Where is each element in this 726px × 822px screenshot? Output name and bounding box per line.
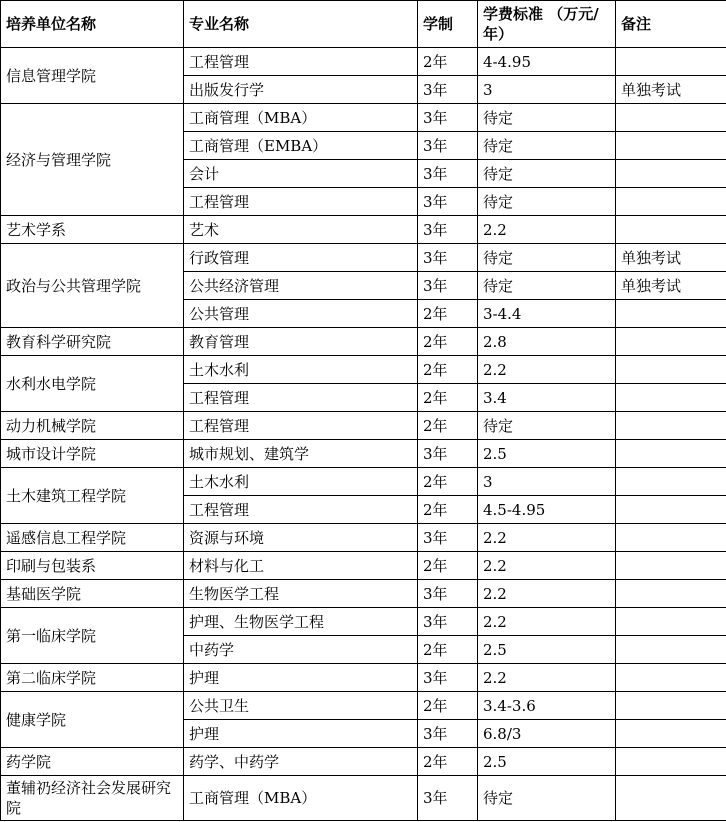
note-cell — [616, 692, 726, 720]
major-cell: 公共经济管理 — [184, 272, 418, 300]
header-row — [1, 1, 726, 48]
duration-cell: 2年 — [418, 636, 478, 664]
note-cell — [616, 468, 726, 496]
duration-cell: 3年 — [418, 216, 478, 244]
fee-cell: 2.2 — [478, 552, 616, 580]
fee-cell: 6.8/3 — [478, 720, 616, 748]
major-cell: 生物医学工程 — [184, 580, 418, 608]
note-cell — [616, 412, 726, 440]
table-row — [1, 104, 726, 132]
major-cell: 工商管理（MBA） — [184, 104, 418, 132]
duration-cell: 3年 — [418, 524, 478, 552]
table-row — [1, 216, 726, 244]
duration-cell: 3年 — [418, 160, 478, 188]
note-cell: 单独考试 — [616, 76, 726, 104]
table-row — [1, 48, 726, 76]
major-cell: 中药学 — [184, 636, 418, 664]
fee-cell: 4-4.95 — [478, 48, 616, 76]
unit-cell: 第二临床学院 — [1, 664, 184, 692]
table-row — [1, 328, 726, 356]
unit-cell: 药学院 — [1, 748, 184, 776]
major-cell: 护理、生物医学工程 — [184, 608, 418, 636]
fee-cell: 3-4.4 — [478, 300, 616, 328]
duration-cell: 2年 — [418, 48, 478, 76]
note-cell — [616, 384, 726, 412]
fee-cell: 2.2 — [478, 524, 616, 552]
duration-cell: 3年 — [418, 720, 478, 748]
duration-cell: 3年 — [418, 104, 478, 132]
duration-cell: 3年 — [418, 776, 478, 821]
duration-cell: 3年 — [418, 188, 478, 216]
fee-cell: 3 — [478, 468, 616, 496]
unit-cell: 水利水电学院 — [1, 356, 184, 412]
note-cell: 单独考试 — [616, 272, 726, 300]
table-row — [1, 692, 726, 720]
table-body — [1, 48, 726, 821]
duration-cell: 2年 — [418, 692, 478, 720]
major-cell: 工程管理 — [184, 412, 418, 440]
fee-cell: 待定 — [478, 104, 616, 132]
fee-cell: 2.8 — [478, 328, 616, 356]
major-cell: 土木水利 — [184, 468, 418, 496]
note-cell — [616, 328, 726, 356]
fee-cell: 2.2 — [478, 216, 616, 244]
note-cell — [616, 132, 726, 160]
table-row — [1, 664, 726, 692]
col-header-duration: 学制 — [418, 1, 478, 48]
note-cell — [616, 216, 726, 244]
major-cell: 行政管理 — [184, 244, 418, 272]
fee-cell: 待定 — [478, 776, 616, 821]
major-cell: 艺术 — [184, 216, 418, 244]
note-cell — [616, 608, 726, 636]
major-cell: 护理 — [184, 720, 418, 748]
note-cell — [616, 748, 726, 776]
table-row — [1, 580, 726, 608]
note-cell — [616, 104, 726, 132]
major-cell: 药学、中药学 — [184, 748, 418, 776]
unit-cell: 艺术学系 — [1, 216, 184, 244]
duration-cell: 2年 — [418, 300, 478, 328]
note-cell: 单独考试 — [616, 244, 726, 272]
major-cell: 工商管理（EMBA） — [184, 132, 418, 160]
fee-cell: 2.5 — [478, 748, 616, 776]
fee-cell: 2.5 — [478, 636, 616, 664]
fee-cell: 3 — [478, 76, 616, 104]
col-header-major: 专业名称 — [184, 1, 418, 48]
note-cell — [616, 776, 726, 821]
table-row — [1, 412, 726, 440]
duration-cell: 3年 — [418, 580, 478, 608]
unit-cell: 基础医学院 — [1, 580, 184, 608]
major-cell: 公共管理 — [184, 300, 418, 328]
table-row — [1, 776, 726, 821]
duration-cell: 2年 — [418, 496, 478, 524]
duration-cell: 3年 — [418, 440, 478, 468]
note-cell — [616, 160, 726, 188]
fee-cell: 2.2 — [478, 580, 616, 608]
fee-cell: 3.4 — [478, 384, 616, 412]
note-cell — [616, 496, 726, 524]
unit-cell: 土木建筑工程学院 — [1, 468, 184, 524]
unit-cell: 动力机械学院 — [1, 412, 184, 440]
fee-cell: 待定 — [478, 244, 616, 272]
unit-cell: 健康学院 — [1, 692, 184, 748]
major-cell: 资源与环境 — [184, 524, 418, 552]
fee-cell: 2.5 — [478, 440, 616, 468]
table-row — [1, 244, 726, 272]
col-header-fee: 学费标准 （万元/年） — [478, 1, 616, 48]
major-cell: 会计 — [184, 160, 418, 188]
unit-cell: 印刷与包装系 — [1, 552, 184, 580]
table-row — [1, 356, 726, 384]
col-header-note: 备注 — [616, 1, 726, 48]
col-header-unit: 培养单位名称 — [1, 1, 184, 48]
note-cell — [616, 300, 726, 328]
note-cell — [616, 636, 726, 664]
note-cell — [616, 356, 726, 384]
unit-cell: 政治与公共管理学院 — [1, 244, 184, 328]
table-row — [1, 748, 726, 776]
major-cell: 材料与化工 — [184, 552, 418, 580]
fee-cell: 4.5-4.95 — [478, 496, 616, 524]
table-row — [1, 468, 726, 496]
table-row — [1, 608, 726, 636]
fee-cell: 待定 — [478, 132, 616, 160]
duration-cell: 2年 — [418, 384, 478, 412]
unit-cell: 董辅礽经济社会发展研究院 — [1, 776, 184, 821]
major-cell: 工程管理 — [184, 48, 418, 76]
major-cell: 教育管理 — [184, 328, 418, 356]
fee-cell: 待定 — [478, 188, 616, 216]
major-cell: 工程管理 — [184, 496, 418, 524]
major-cell: 出版发行学 — [184, 76, 418, 104]
duration-cell: 2年 — [418, 468, 478, 496]
duration-cell: 3年 — [418, 76, 478, 104]
note-cell — [616, 580, 726, 608]
fee-cell: 3.4-3.6 — [478, 692, 616, 720]
unit-cell: 城市设计学院 — [1, 440, 184, 468]
note-cell — [616, 440, 726, 468]
fee-cell: 待定 — [478, 272, 616, 300]
note-cell — [616, 524, 726, 552]
unit-cell: 经济与管理学院 — [1, 104, 184, 216]
duration-cell: 3年 — [418, 132, 478, 160]
note-cell — [616, 552, 726, 580]
fee-cell: 2.2 — [478, 664, 616, 692]
major-cell: 护理 — [184, 664, 418, 692]
major-cell: 工商管理（MBA） — [184, 776, 418, 821]
fee-cell: 2.2 — [478, 608, 616, 636]
unit-cell: 遥感信息工程学院 — [1, 524, 184, 552]
fee-cell: 待定 — [478, 160, 616, 188]
duration-cell: 3年 — [418, 608, 478, 636]
duration-cell: 2年 — [418, 328, 478, 356]
fee-cell: 待定 — [478, 412, 616, 440]
duration-cell: 3年 — [418, 244, 478, 272]
table-row — [1, 552, 726, 580]
duration-cell: 3年 — [418, 272, 478, 300]
unit-cell: 教育科学研究院 — [1, 328, 184, 356]
duration-cell: 2年 — [418, 748, 478, 776]
table-row — [1, 440, 726, 468]
note-cell — [616, 48, 726, 76]
table-row — [1, 524, 726, 552]
duration-cell: 2年 — [418, 412, 478, 440]
major-cell: 工程管理 — [184, 384, 418, 412]
major-cell: 土木水利 — [184, 356, 418, 384]
duration-cell: 2年 — [418, 552, 478, 580]
major-cell: 公共卫生 — [184, 692, 418, 720]
unit-cell: 信息管理学院 — [1, 48, 184, 104]
major-cell: 城市规划、建筑学 — [184, 440, 418, 468]
duration-cell: 2年 — [418, 356, 478, 384]
unit-cell: 第一临床学院 — [1, 608, 184, 664]
duration-cell: 3年 — [418, 664, 478, 692]
fee-cell: 2.2 — [478, 356, 616, 384]
note-cell — [616, 188, 726, 216]
note-cell — [616, 720, 726, 748]
major-cell: 工程管理 — [184, 188, 418, 216]
note-cell — [616, 664, 726, 692]
